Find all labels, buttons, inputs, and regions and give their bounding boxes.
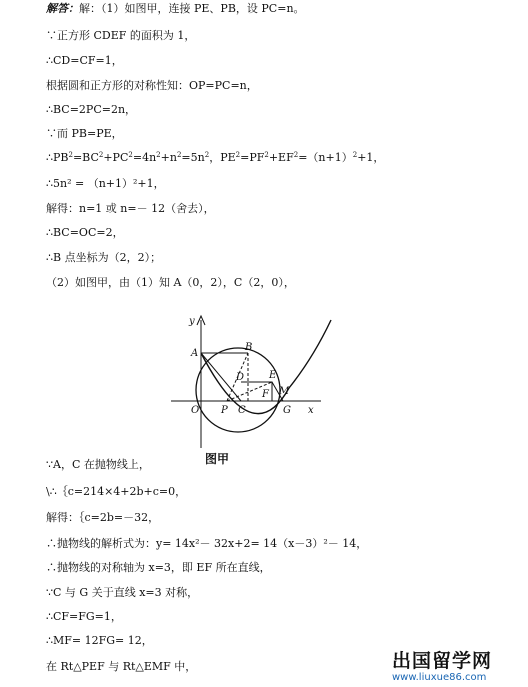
label-o: O bbox=[191, 405, 200, 416]
site-watermark bbox=[392, 650, 522, 684]
solution-line-7-pythagoras bbox=[46, 151, 384, 165]
solution-line-21: 在 Rt△PEF 与 Rt△EMF 中， bbox=[46, 660, 197, 673]
eq-part: ，PE bbox=[209, 151, 236, 164]
eq-exp: 2 bbox=[352, 151, 358, 159]
solution-line-18: ∵C 与 G 关于直线 x=3 对称， bbox=[46, 586, 199, 599]
figure-svg bbox=[153, 298, 378, 466]
geometry-figure bbox=[153, 298, 378, 466]
solution-line-3: ∴CD=CF=1， bbox=[46, 54, 123, 67]
segment-ac bbox=[201, 353, 241, 401]
eq-part: +n bbox=[160, 151, 177, 164]
label-g: G bbox=[283, 405, 291, 416]
solution-line-2: ∵正方形 CDEF 的面积为 1， bbox=[46, 29, 196, 42]
eq-part: =BC bbox=[72, 151, 99, 164]
solution-line-9: 解得：n=1 或 n=－ 12（舍去）， bbox=[46, 202, 215, 215]
figure-caption: 图甲 bbox=[205, 452, 230, 466]
eq-exp: 2 bbox=[128, 151, 133, 159]
line-text: 解：（1）如图甲，连接 PE、PB，设 PC=n。 bbox=[79, 2, 305, 15]
solution-line-10: ∴BC=OC=2， bbox=[46, 226, 124, 239]
label-m: M bbox=[279, 386, 290, 397]
solution-line-1 bbox=[46, 2, 305, 16]
label-f: F bbox=[262, 389, 269, 400]
solution-line-15: 解得：｛c=2b=－32， bbox=[46, 511, 160, 524]
eq-exp: 2 bbox=[156, 151, 161, 159]
eq-part: +EF bbox=[268, 151, 294, 164]
eq-exp: 2 bbox=[176, 151, 182, 159]
eq-exp: 2 bbox=[98, 151, 104, 159]
solution-line-12: （2）如图甲，由（1）知 A（0，2），C（2，0）， bbox=[46, 276, 295, 289]
solution-line-16: ∴抛物线的解析式为：y= 14x²－ 32x+2= 14（x－3）²－ 14， bbox=[46, 537, 368, 550]
label-a: A bbox=[191, 348, 199, 359]
label-b: B bbox=[245, 342, 253, 353]
label-e: E bbox=[269, 370, 277, 381]
solution-line-14: \∴｛c=214×4+2b+c=0， bbox=[46, 485, 187, 498]
eq-part: =5n bbox=[181, 151, 205, 164]
watermark-url: www.liuxue86.com bbox=[392, 672, 487, 683]
eq-part: +1， bbox=[357, 151, 385, 164]
eq-exp: 2 bbox=[235, 151, 241, 159]
eq-part: =（n+1） bbox=[298, 151, 353, 164]
solution-line-5: ∴BC=2PC=2n， bbox=[46, 103, 137, 116]
label-p: P bbox=[221, 405, 228, 416]
solution-line-17: ∴抛物线的对称轴为 x=3，即 EF 所在直线， bbox=[46, 561, 271, 574]
solution-line-19: ∴CF=FG=1， bbox=[46, 610, 122, 623]
eq-part: ∴PB bbox=[46, 151, 69, 164]
solution-line-4: 根据圆和正方形的对称性知：OP=PC=n， bbox=[46, 79, 258, 92]
solution-label: 解答： bbox=[46, 2, 79, 15]
label-x: x bbox=[308, 405, 314, 416]
eq-exp: 2 bbox=[293, 151, 299, 159]
solution-line-8: ∴5n² = （n+1）²+1， bbox=[46, 177, 165, 190]
eq-exp: 2 bbox=[68, 151, 73, 159]
solution-line-13: ∵A，C 在抛物线上， bbox=[46, 458, 150, 471]
solution-line-6: ∵而 PB=PE， bbox=[46, 127, 123, 140]
solution-line-20: ∴MF= 12FG= 12， bbox=[46, 634, 153, 647]
label-y: y bbox=[189, 316, 195, 327]
solution-line-11: ∴B 点坐标为（2，2）； bbox=[46, 251, 162, 264]
label-d: D bbox=[236, 372, 245, 383]
label-c: C bbox=[238, 405, 246, 416]
eq-part: =PF bbox=[240, 151, 265, 164]
eq-part: +PC bbox=[103, 151, 129, 164]
watermark-title: 出国留学网 bbox=[392, 650, 493, 672]
eq-exp: 2 bbox=[204, 151, 210, 159]
eq-part: =4n bbox=[132, 151, 157, 164]
eq-exp: 2 bbox=[264, 151, 269, 159]
